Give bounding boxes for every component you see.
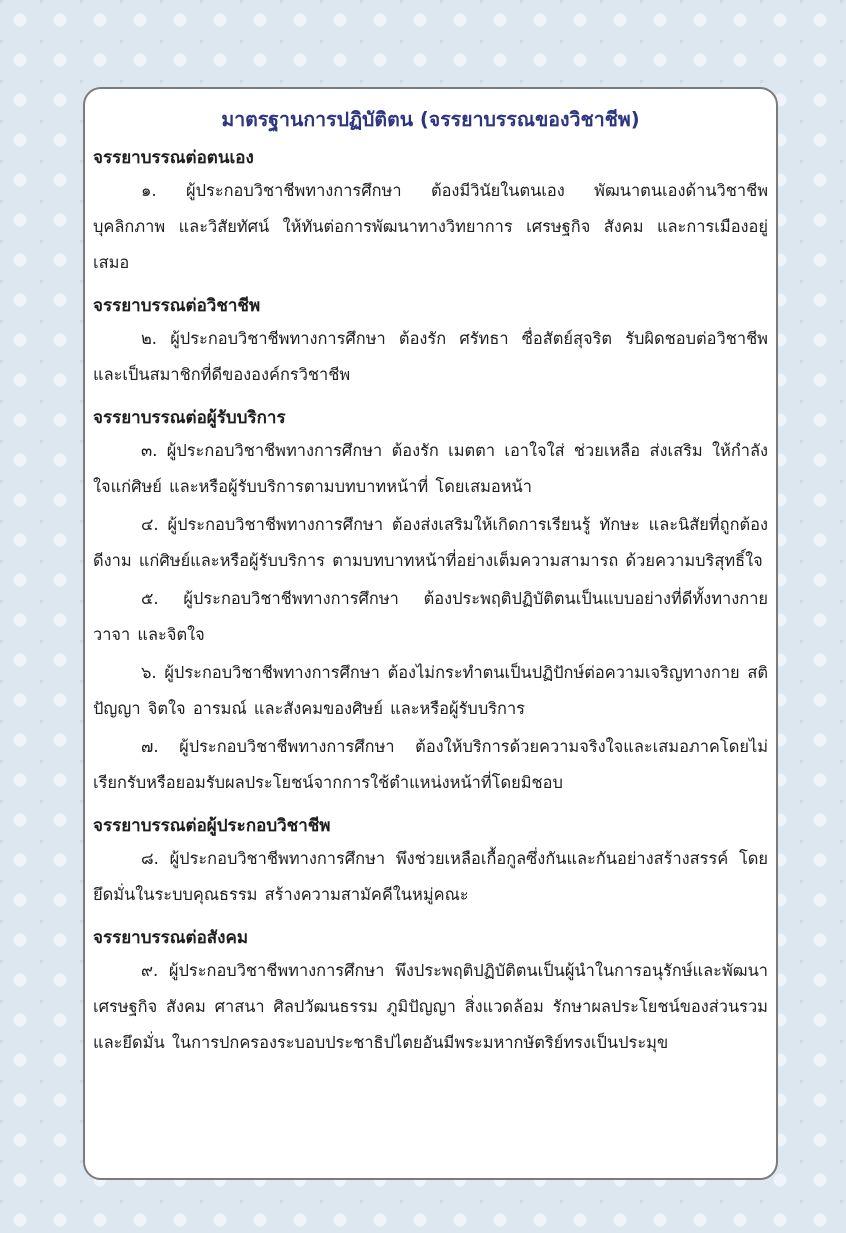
ethics-item: ๕. ผู้ประกอบวิชาชีพทางการศึกษา ต้องประพฤติปฏิบัติตนเป็นแบบอย่างที่ดีทั้งทางกาย วาจา และจิตใจ <box>93 589 768 644</box>
section-heading: จรรยาบรรณต่อผู้รับบริการ <box>93 408 286 428</box>
section-heading: จรรยาบรรณต่อผู้ประกอบวิชาชีพ <box>93 816 331 836</box>
content-card <box>83 87 778 1180</box>
ethics-item: ๘. ผู้ประกอบวิชาชีพทางการศึกษา พึงช่วยเหลือเกื้อกูลซึ่งกันและกันอย่างสร้างสรรค์ โดยยึดมั่นในระบบคุณธรรม สร้างความสามัคคีในหมู่คณะ <box>93 849 768 904</box>
ethics-item: ๑. ผู้ประกอบวิชาชีพทางการศึกษา ต้องมีวินัยในตนเอง พัฒนาตนเองด้านวิชาชีพ บุคลิกภาพ และวิสัยทัศน์ ให้ทันต่อการพัฒนาทางวิทยาการ เศรษฐกิจ สังคม และการเมืองอยู่เสมอ <box>93 181 768 272</box>
section-self <box>93 143 768 281</box>
section-society <box>93 923 768 1061</box>
page-title: มาตรฐานการปฏิบัติตน (จรรยาบรรณของวิชาชีพ) <box>221 108 640 131</box>
section-colleagues <box>93 811 768 913</box>
section-profession <box>93 291 768 393</box>
ethics-item: ๙. ผู้ประกอบวิชาชีพทางการศึกษา พึงประพฤติปฏิบัติตนเป็นผู้นำในการอนุรักษ์และพัฒนาเศรษฐกิจ สังคม ศาสนา ศิลปวัฒนธรรม ภูมิปัญญา สิ่งแวดล้อม รักษาผลประโยชน์ของส่วนรวม และยึดมั่น ในการปกครองระบอบประชาธิปไตยอันมีพระมหากษัตริย์ทรงเป็นประมุข <box>93 961 768 1052</box>
ethics-item: ๖. ผู้ประกอบวิชาชีพทางการศึกษา ต้องไม่กระทำตนเป็นปฏิปักษ์ต่อความเจริญทางกาย สติปัญญา จิตใจ อารมณ์ และสังคมของศิษย์ และหรือผู้รับบริการ <box>93 663 768 718</box>
ethics-item: ๗. ผู้ประกอบวิชาชีพทางการศึกษา ต้องให้บริการด้วยความจริงใจและเสมอภาคโดยไม่เรียกรับหรือยอมรับผลประโยชน์จากการใช้ตำแหน่งหน้าที่โดยมิชอบ <box>93 737 768 792</box>
ethics-item: ๓. ผู้ประกอบวิชาชีพทางการศึกษา ต้องรัก เมตตา เอาใจใส่ ช่วยเหลือ ส่งเสริม ให้กำลังใจแก่ศิษย์ และหรือผู้รับบริการตามบทบาทหน้าที่ โดยเสมอหน้า <box>93 441 768 496</box>
section-heading: จรรยาบรรณต่อวิชาชีพ <box>93 296 261 316</box>
section-heading: จรรยาบรรณต่อตนเอง <box>93 148 254 168</box>
section-service-recipients <box>93 403 768 801</box>
ethics-item: ๒. ผู้ประกอบวิชาชีพทางการศึกษา ต้องรัก ศรัทธา ซื่อสัตย์สุจริต รับผิดชอบต่อวิชาชีพ และเป็นสมาชิกที่ดีขององค์กรวิชาชีพ <box>93 329 768 384</box>
section-heading: จรรยาบรรณต่อสังคม <box>93 928 249 948</box>
ethics-item: ๔. ผู้ประกอบวิชาชีพทางการศึกษา ต้องส่งเสริมให้เกิดการเรียนรู้ ทักษะ และนิสัยที่ถูกต้องดีงาม แก่ศิษย์และหรือผู้รับบริการ ตามบทบาทหน้าที่อย่างเต็มความสามารถ ด้วยความบริสุทธิ์ใจ <box>93 515 768 570</box>
